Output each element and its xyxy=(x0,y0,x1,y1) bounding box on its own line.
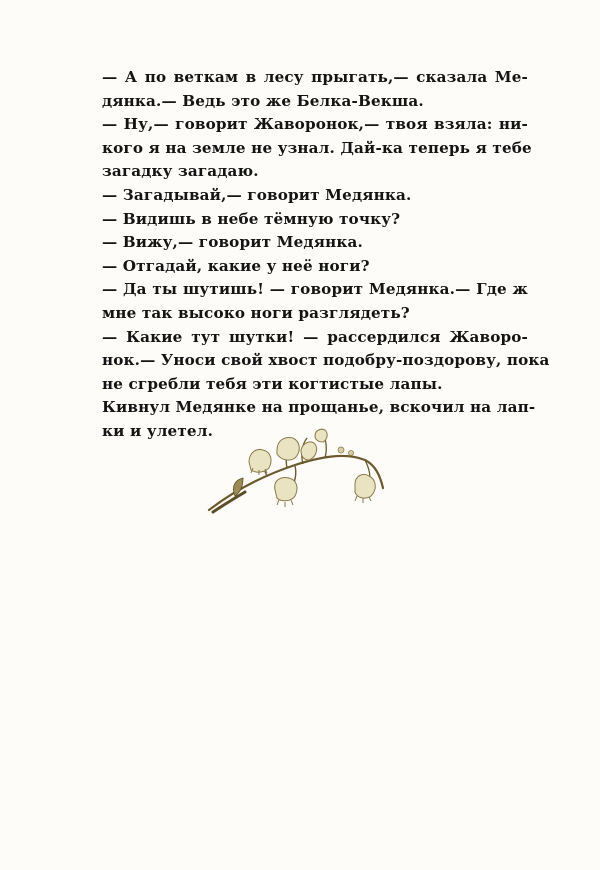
text-line: нок.— Уноси свой хвост подобру-поздорову, пока xyxy=(102,351,550,370)
text-line: не сгребли тебя эти когтистые лапы. xyxy=(102,374,443,393)
text-line: — Видишь в небе тёмную точку? xyxy=(102,209,401,228)
text-line: — Ну,— говорит Жаворонок,— твоя взяла: ни- xyxy=(102,115,528,134)
text-line: — А по веткам в лесу прыгать,— сказала Ме- xyxy=(102,68,528,86)
text-line: — Отгадай, какие у неё ноги? xyxy=(102,256,370,275)
lily-of-the-valley-illustration xyxy=(205,420,395,515)
text-line: — Вижу,— говорит Медянка. xyxy=(102,233,363,252)
text-line: дянка.— Ведь это же Белка-Векша. xyxy=(102,91,424,110)
text-line: мне так высоко ноги разглядеть? xyxy=(102,303,410,322)
text-line: — Да ты шутишь! — говорит Медянка.— Где ж xyxy=(102,280,528,299)
text-line: кого я на земле не узнал. Дай-ка теперь я тебе xyxy=(102,138,532,157)
text-line: — Какие тут шутки! — рассердился Жаворо- xyxy=(102,327,528,346)
text-line: Кивнул Медянке на прощанье, вскочил на лап- xyxy=(102,398,536,417)
text-line: загадку загадаю. xyxy=(102,162,259,181)
story-text xyxy=(102,66,550,444)
text-line: ки и улетел. xyxy=(102,421,214,440)
text-line: — Загадывай,— говорит Медянка. xyxy=(102,185,412,204)
